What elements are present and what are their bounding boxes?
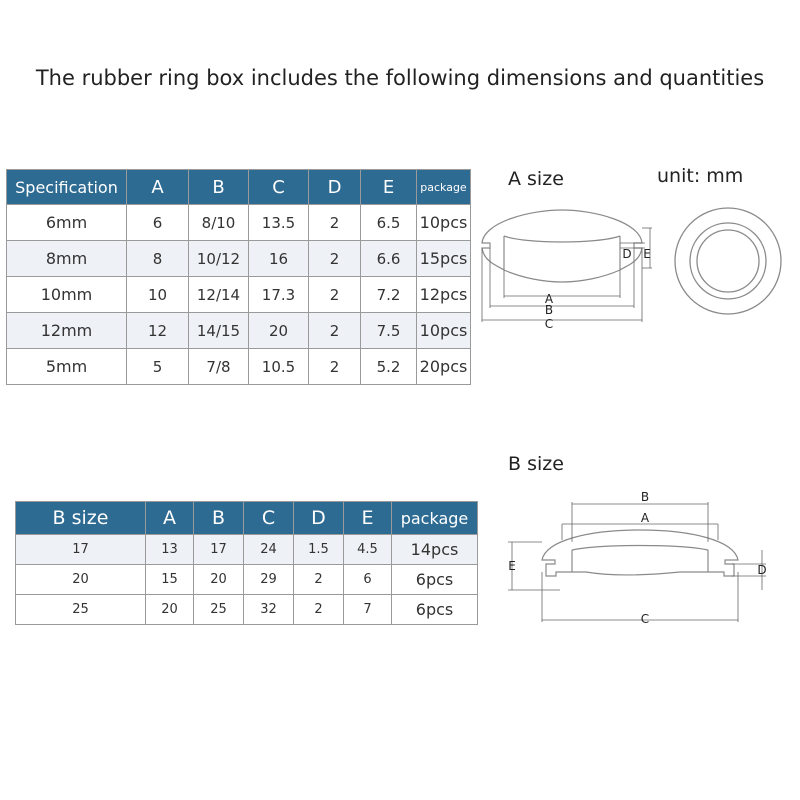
a-size-top-view-diagram	[672, 205, 784, 317]
table-cell: 12	[127, 313, 189, 349]
a-size-table	[6, 169, 471, 385]
table-cell: 20pcs	[417, 349, 471, 385]
dimension-label: D	[622, 247, 632, 261]
table-cell: 5.2	[361, 349, 417, 385]
table-cell: 32	[244, 595, 294, 625]
table-cell: 2	[294, 565, 344, 595]
table-cell: 20	[249, 313, 309, 349]
table-cell: 6pcs	[392, 595, 478, 625]
table-cell: 17.3	[249, 277, 309, 313]
table-cell: 12mm	[7, 313, 127, 349]
table-row	[7, 205, 471, 241]
header-cell: E	[344, 502, 392, 535]
b-size-table	[15, 501, 478, 625]
header-cell: B	[194, 502, 244, 535]
table-cell: 10pcs	[417, 313, 471, 349]
table-cell: 13.5	[249, 205, 309, 241]
header-cell: package	[417, 170, 471, 205]
table-cell: 5	[127, 349, 189, 385]
table-cell: 14pcs	[392, 535, 478, 565]
table-row	[16, 565, 478, 595]
table-cell: 5mm	[7, 349, 127, 385]
dimension-label: D	[757, 563, 767, 577]
table-cell: 8mm	[7, 241, 127, 277]
dimension-label: B	[544, 303, 554, 317]
header-cell: E	[361, 170, 417, 205]
table-cell: 2	[294, 595, 344, 625]
table-cell: 25	[194, 595, 244, 625]
dimension-label: A	[544, 292, 554, 306]
table-row	[7, 277, 471, 313]
table-cell: 7/8	[189, 349, 249, 385]
header-cell: package	[392, 502, 478, 535]
table-cell: 17	[194, 535, 244, 565]
table-header-row	[7, 170, 471, 205]
table-header-row	[16, 502, 478, 535]
table-cell: 7.2	[361, 277, 417, 313]
b-size-label: B size	[508, 453, 564, 475]
dimension-label: E	[643, 247, 651, 261]
table-row	[7, 313, 471, 349]
table-cell: 10.5	[249, 349, 309, 385]
unit-label: unit: mm	[657, 165, 744, 187]
table-cell: 14/15	[189, 313, 249, 349]
table-cell: 6	[344, 565, 392, 595]
table-cell: 1.5	[294, 535, 344, 565]
table-cell: 7.5	[361, 313, 417, 349]
table-cell: 13	[146, 535, 194, 565]
header-cell: C	[249, 170, 309, 205]
table-row	[7, 349, 471, 385]
header-cell: C	[244, 502, 294, 535]
table-cell: 17	[16, 535, 146, 565]
table-cell: 2	[309, 313, 361, 349]
dimension-label: C	[640, 612, 650, 626]
table-cell: 10	[127, 277, 189, 313]
table-row	[16, 595, 478, 625]
table-cell: 2	[309, 205, 361, 241]
table-cell: 6.5	[361, 205, 417, 241]
dimension-label: E	[508, 559, 516, 573]
table-cell: 6pcs	[392, 565, 478, 595]
table-cell: 25	[16, 595, 146, 625]
header-cell: Specification	[7, 170, 127, 205]
table-cell: 29	[244, 565, 294, 595]
header-cell: D	[294, 502, 344, 535]
table-cell: 15	[146, 565, 194, 595]
table-cell: 8	[127, 241, 189, 277]
a-size-profile-diagram	[470, 200, 670, 340]
table-cell: 12/14	[189, 277, 249, 313]
header-cell: A	[146, 502, 194, 535]
table-cell: 6	[127, 205, 189, 241]
table-row	[16, 535, 478, 565]
header-cell: A	[127, 170, 189, 205]
a-size-label: A size	[508, 168, 564, 190]
dimension-label: A	[640, 511, 650, 525]
page-title: The rubber ring box includes the following dimensions and quantities	[35, 66, 765, 90]
table-cell: 15pcs	[417, 241, 471, 277]
header-cell: B size	[16, 502, 146, 535]
header-cell: B	[189, 170, 249, 205]
table-cell: 4.5	[344, 535, 392, 565]
table-cell: 12pcs	[417, 277, 471, 313]
table-cell: 6.6	[361, 241, 417, 277]
table-cell: 6mm	[7, 205, 127, 241]
dimension-label: C	[544, 317, 554, 331]
table-cell: 10pcs	[417, 205, 471, 241]
table-cell: 20	[146, 595, 194, 625]
table-cell: 2	[309, 349, 361, 385]
table-cell: 20	[16, 565, 146, 595]
dimension-label: B	[640, 490, 650, 504]
table-cell: 20	[194, 565, 244, 595]
table-cell: 24	[244, 535, 294, 565]
table-cell: 10mm	[7, 277, 127, 313]
table-cell: 16	[249, 241, 309, 277]
table-cell: 8/10	[189, 205, 249, 241]
header-cell: D	[309, 170, 361, 205]
table-row	[7, 241, 471, 277]
table-cell: 10/12	[189, 241, 249, 277]
table-cell: 2	[309, 277, 361, 313]
table-cell: 7	[344, 595, 392, 625]
table-cell: 2	[309, 241, 361, 277]
b-size-profile-diagram	[500, 480, 780, 640]
